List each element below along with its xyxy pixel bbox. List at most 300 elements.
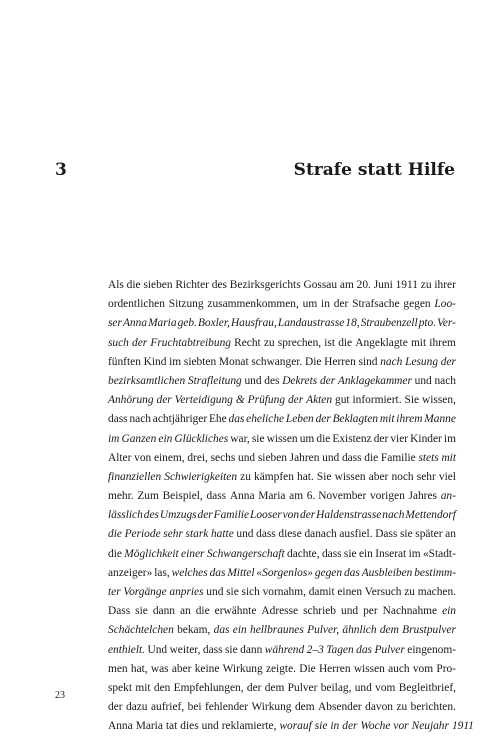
word: dass <box>108 413 128 426</box>
word: Tagen <box>326 643 354 656</box>
word: im <box>408 547 421 560</box>
word: sie <box>343 547 357 560</box>
word: Pulver <box>287 681 318 694</box>
word: berichten. <box>410 701 456 714</box>
word: Dekrets <box>282 374 318 387</box>
word: las, <box>154 566 170 579</box>
word: Die <box>299 662 316 675</box>
word: der <box>300 509 316 522</box>
word: «Sorgenlos» <box>256 566 313 579</box>
text-line <box>108 372 456 391</box>
word: 2–3 <box>306 643 324 656</box>
word: aufrief, <box>150 701 185 714</box>
word: einem, <box>153 451 185 464</box>
word: Mittel <box>227 566 255 579</box>
word: sechs <box>210 451 236 464</box>
word: worauf <box>279 720 312 733</box>
word: kämpfen <box>254 470 294 483</box>
word: der <box>287 394 304 407</box>
text-line <box>108 334 456 353</box>
word: Familie <box>213 509 250 522</box>
word: Beklagten <box>332 413 379 426</box>
word: auch <box>388 662 410 675</box>
word: sie <box>135 605 148 618</box>
word: vornahm, <box>262 586 306 598</box>
word: wissen, <box>422 394 456 407</box>
word: die <box>195 605 210 618</box>
word: drei, <box>187 451 208 464</box>
word: enthielt. <box>108 643 146 656</box>
word: ausfiel. <box>339 528 373 541</box>
word: Akten <box>306 394 333 407</box>
word: Empfehlungen, <box>173 681 244 694</box>
word: sehr <box>163 528 183 541</box>
word: Versuch <box>364 586 402 598</box>
word: sehr <box>416 470 436 483</box>
word: Ganzen <box>121 432 157 445</box>
word: sie <box>400 528 413 541</box>
chapter-number: 3 <box>55 160 67 180</box>
word: achtjähriger <box>152 413 208 426</box>
word: geb. <box>177 317 197 330</box>
word: im <box>169 355 182 368</box>
word: informiert. <box>352 394 402 407</box>
word: der <box>342 720 358 733</box>
text-line <box>108 545 456 564</box>
text-line <box>108 583 456 602</box>
word: der <box>132 336 148 349</box>
word: dann <box>152 605 175 618</box>
word: aber <box>171 662 192 675</box>
word: reklamierte, <box>221 720 277 733</box>
word: der <box>333 298 349 311</box>
word: ein <box>358 547 373 560</box>
word: der <box>156 394 172 407</box>
word: die <box>126 279 141 291</box>
word: Brustpulver <box>402 624 456 637</box>
word: & <box>235 394 245 407</box>
word: tat <box>165 720 178 733</box>
word: dass <box>202 643 223 656</box>
word: und <box>201 720 219 733</box>
word: Jahres <box>408 490 437 503</box>
page-number: 23 <box>55 690 65 701</box>
word: einen <box>337 586 363 598</box>
word: nach <box>129 413 151 426</box>
word: Und <box>147 643 168 656</box>
word: am <box>289 490 304 503</box>
word: men <box>108 662 128 675</box>
word: Existenz <box>332 432 372 445</box>
word: Leben <box>285 413 314 426</box>
word: zeigte. <box>265 662 296 675</box>
word: der <box>197 509 213 522</box>
text-line <box>108 679 456 698</box>
word: vor <box>393 720 409 733</box>
word: Beispiel, <box>162 490 203 503</box>
word: keine <box>194 662 220 675</box>
word: Inserat <box>375 547 407 560</box>
word: des <box>143 509 159 522</box>
word: des <box>264 374 280 387</box>
word: die <box>338 336 353 349</box>
word: Verteidigung <box>174 394 233 407</box>
word: anzeiger» <box>108 566 153 579</box>
word: finanziellen <box>108 470 162 483</box>
word: Pulver <box>374 643 405 656</box>
word: und <box>244 374 262 387</box>
word: hat. <box>297 470 314 483</box>
word: Fruchtabtreibung <box>150 336 231 349</box>
word: von <box>282 509 300 522</box>
word: Periode <box>124 528 161 541</box>
word: im <box>443 432 456 445</box>
word: Manne <box>424 413 456 426</box>
word: sie <box>251 432 265 445</box>
word: dass <box>206 490 227 503</box>
word: Recht <box>234 336 261 349</box>
word: dies <box>180 720 199 733</box>
word: Glückliches <box>174 432 229 445</box>
word: einer <box>181 547 205 560</box>
text-line <box>108 641 456 660</box>
word: Anna <box>229 490 255 503</box>
word: der <box>315 413 331 426</box>
word: Looser <box>250 509 282 522</box>
word: Herren <box>324 355 356 368</box>
word: Zum <box>137 490 159 503</box>
word: danach <box>304 528 337 541</box>
word: Angeklagte <box>355 336 408 349</box>
text-line <box>108 487 456 506</box>
word: Anklagekammer <box>337 374 412 387</box>
word: Dass <box>108 605 131 618</box>
word: Nachnahme <box>382 605 438 618</box>
word: Lesung <box>405 355 439 368</box>
word: 18, <box>345 317 360 330</box>
word: Als <box>108 279 124 291</box>
word: Landaustrasse <box>277 317 345 330</box>
word: Begleitbrief, <box>398 681 456 694</box>
word: anpries <box>169 586 204 598</box>
word: ihrem <box>429 336 456 349</box>
word: Pulver, <box>307 624 340 637</box>
text-line <box>108 295 456 314</box>
word: von <box>134 451 152 464</box>
word: davon <box>365 701 393 714</box>
word: an <box>179 605 191 618</box>
word: damit <box>308 586 335 598</box>
word: diese <box>278 528 302 541</box>
text-line <box>108 506 456 525</box>
word: Sie <box>404 394 420 407</box>
word: sieben <box>257 451 287 464</box>
word: Möglichkeit <box>124 547 179 560</box>
word: Jahren <box>289 451 320 464</box>
word: weiter, <box>169 643 201 656</box>
word: 1911 <box>395 279 418 291</box>
word: «Stadt- <box>422 547 456 560</box>
text-line <box>108 660 456 679</box>
word: Adresse <box>261 605 299 618</box>
word: aber <box>368 470 389 483</box>
word: Ausbleiben <box>361 566 413 579</box>
word: in <box>330 720 340 733</box>
word: wissen <box>266 432 298 445</box>
word: die <box>316 432 331 445</box>
text-line <box>108 468 456 487</box>
word: Strafleitung <box>187 374 242 387</box>
word: ter <box>108 586 121 598</box>
word: zu <box>240 470 251 483</box>
word: gegen <box>314 566 343 579</box>
word: sich <box>241 586 260 598</box>
word: ein <box>232 624 247 637</box>
word: 6. November <box>306 490 367 503</box>
word: mit <box>441 451 456 464</box>
word: und <box>354 681 372 694</box>
text-line <box>108 314 456 333</box>
word: dass <box>321 547 342 560</box>
word: ordentlichen <box>108 298 165 311</box>
word: Prüfung <box>247 394 286 407</box>
word: zu <box>396 701 408 714</box>
word: Anna <box>122 317 148 330</box>
word: ser <box>108 317 122 330</box>
word: 1911 <box>451 720 474 733</box>
word: spekt <box>108 681 133 694</box>
word: lässlich <box>108 509 143 522</box>
word: ein <box>158 432 173 445</box>
word: und <box>238 451 256 464</box>
word: sind <box>358 355 378 368</box>
word: dachte, <box>287 547 320 560</box>
word: zu <box>263 336 275 349</box>
word: um <box>302 298 318 311</box>
word: am <box>339 279 354 291</box>
text-line <box>108 410 456 429</box>
word: der <box>108 701 123 714</box>
word: Mettendorf <box>405 509 456 522</box>
word: Sitzung <box>168 298 204 311</box>
word: zu <box>420 279 432 291</box>
word: Maria <box>135 720 163 733</box>
word: Hausfrau, <box>230 317 277 330</box>
word: Schächtelchen <box>108 624 174 637</box>
word: der <box>373 432 389 445</box>
word: Straubenzell <box>360 317 418 330</box>
word: das <box>213 624 230 637</box>
word: dem <box>264 681 285 694</box>
word: sie <box>225 643 238 656</box>
word: mit <box>379 413 395 426</box>
word: bei <box>187 701 202 714</box>
word: vom <box>412 662 434 675</box>
word: pto. <box>418 317 437 330</box>
word: fünften <box>108 355 141 368</box>
body-text <box>108 276 474 737</box>
word: zusammenkommen, <box>207 298 299 311</box>
word: an- <box>440 490 456 503</box>
word: per <box>363 605 378 618</box>
word: dazu <box>126 701 148 714</box>
word: Umzugs <box>159 509 197 522</box>
word: fehlender <box>205 701 249 714</box>
word: und <box>236 528 254 541</box>
word: stark <box>185 528 209 541</box>
word: such <box>108 336 129 349</box>
word: Woche <box>360 720 391 733</box>
word: Haldenstrasse <box>316 509 382 522</box>
word: das <box>343 566 360 579</box>
text-line <box>108 391 456 410</box>
word: bekam, <box>177 624 211 637</box>
word: 20. Juni <box>356 279 393 291</box>
word: sprechen, <box>277 336 322 349</box>
word: dass <box>256 528 276 541</box>
word: beilag, <box>320 681 352 694</box>
word: das <box>228 413 245 426</box>
word: des <box>211 279 227 291</box>
word: Anna <box>108 720 133 733</box>
word: schrieb <box>303 605 337 618</box>
word: viel <box>438 470 456 483</box>
word: Maria <box>148 317 177 330</box>
word: machen. <box>417 586 456 598</box>
word: noch <box>391 470 414 483</box>
word: mit <box>410 336 427 349</box>
word: hat, <box>130 662 148 675</box>
text-line <box>108 276 456 295</box>
word: war, <box>230 432 250 445</box>
word: ihrer <box>434 279 456 291</box>
word: die <box>108 547 122 560</box>
text-line <box>108 621 456 640</box>
word: eingenom- <box>407 643 456 656</box>
word: in <box>321 298 330 311</box>
text-line <box>108 698 456 717</box>
word: Schwierigkeiten <box>164 470 238 483</box>
word: Wirkung <box>222 662 263 675</box>
text-line <box>108 430 456 449</box>
word: Boxler, <box>197 317 230 330</box>
text-line <box>108 353 456 372</box>
word: Kinder <box>410 432 442 445</box>
word: Monat <box>218 355 249 368</box>
word: Herren <box>318 662 351 675</box>
word: gegen <box>403 298 431 311</box>
word: sie <box>314 720 328 733</box>
word: mit <box>135 681 151 694</box>
word: ähnlich <box>342 624 377 637</box>
word: während <box>264 643 305 656</box>
word: Kind <box>143 355 167 368</box>
word: gut <box>335 394 350 407</box>
word: an <box>445 528 456 541</box>
text-line <box>108 602 456 621</box>
word: dem <box>294 701 315 714</box>
word: Ehe <box>208 413 227 426</box>
word: Strafsache <box>352 298 400 311</box>
word: sieben <box>143 279 173 291</box>
text-line <box>108 449 456 468</box>
word: welches <box>171 566 208 579</box>
text-line <box>108 525 456 544</box>
word: Neujahr <box>411 720 449 733</box>
word: erwähnte <box>214 605 257 618</box>
word: Maria <box>258 490 286 503</box>
word: ihrem <box>396 413 423 426</box>
word: im <box>108 432 120 445</box>
word: hellbraunes <box>250 624 304 637</box>
word: hatte <box>210 528 234 541</box>
word: Vorgänge <box>123 586 167 598</box>
word: und <box>414 374 432 387</box>
word: zu <box>404 586 415 598</box>
word: vorigen <box>369 490 405 503</box>
word: die <box>364 451 379 464</box>
word: um <box>299 432 315 445</box>
word: später <box>415 528 443 541</box>
word: mehr. <box>108 490 134 503</box>
word: siebten <box>183 355 217 368</box>
word: dass <box>341 451 362 464</box>
word: der <box>440 355 456 368</box>
word: nach <box>380 355 403 368</box>
word: Familie <box>380 451 416 464</box>
word: Dass <box>375 528 398 541</box>
word: den <box>153 681 171 694</box>
word: Anhörung <box>108 394 154 407</box>
word: wissen <box>353 662 385 675</box>
word: Pro- <box>436 662 456 675</box>
word: stets <box>418 451 439 464</box>
word: eheliche <box>246 413 285 426</box>
word: der <box>246 681 262 694</box>
word: nach <box>434 374 456 387</box>
word: bestimm- <box>414 566 456 579</box>
word: ein <box>442 605 456 618</box>
word: bezirksamtlichen <box>108 374 186 387</box>
word: ist <box>324 336 336 349</box>
word: und <box>322 451 340 464</box>
word: dem <box>379 624 399 637</box>
word: Richter <box>175 279 209 291</box>
word: das <box>356 643 372 656</box>
word: sie <box>226 586 239 598</box>
word: Schwangerschaft <box>206 547 285 560</box>
word: Gossau <box>303 279 338 291</box>
word: Wirkung <box>251 701 292 714</box>
word: nach <box>382 509 405 522</box>
word: vom <box>375 681 396 694</box>
word: die <box>108 528 122 541</box>
chapter-title: Strafe statt Hilfe <box>293 160 455 180</box>
word: vier <box>390 432 409 445</box>
word: dann <box>240 643 263 656</box>
word: Absender <box>318 701 362 714</box>
word: der <box>319 374 336 387</box>
word: Bezirksgerichts <box>229 279 301 291</box>
word: und <box>206 586 224 598</box>
word: was <box>150 662 169 675</box>
word: Loo- <box>434 298 456 311</box>
text-line <box>108 564 456 583</box>
word: wissen <box>334 470 366 483</box>
word: Alter <box>108 451 132 464</box>
word: und <box>341 605 359 618</box>
word: Ver- <box>437 317 456 330</box>
